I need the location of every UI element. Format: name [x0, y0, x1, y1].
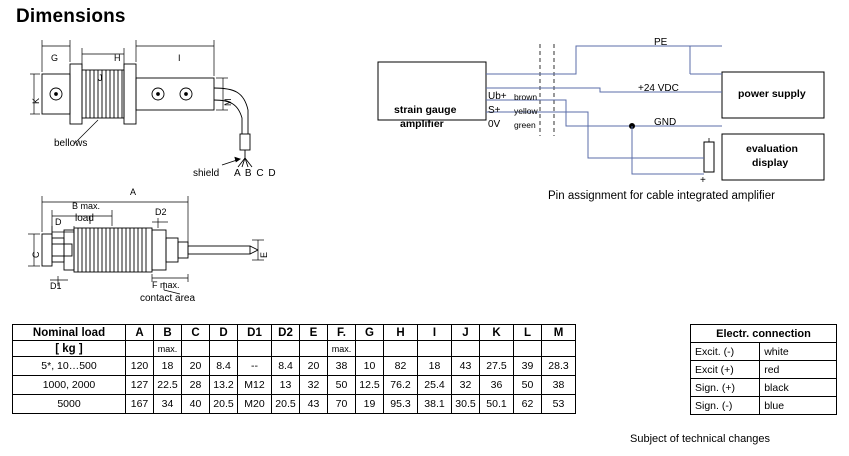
dim-label-D: D	[55, 217, 62, 227]
wire-color-brown: brown	[514, 92, 538, 102]
pin-label-ub: Ub+	[488, 91, 507, 102]
table-header-nominal-load: Nominal load	[13, 325, 126, 341]
dim-label-K: K	[31, 97, 41, 104]
table-header-E: E	[300, 325, 328, 341]
pin-label-0v: 0V	[488, 119, 501, 130]
cell-2-5: 20.5	[272, 395, 300, 414]
cell-1-2: 28	[182, 376, 210, 395]
table-header-A: A	[126, 325, 154, 341]
cell-0-1: 18	[154, 357, 182, 376]
dim-label-M: M	[223, 98, 233, 106]
table-subheader-L	[514, 341, 542, 357]
electrical-connection-table	[690, 324, 837, 415]
table-subheader-I	[418, 341, 452, 357]
wiring-diagram-caption: Pin assignment for cable integrated amplifier	[548, 190, 775, 202]
evaluation-label-line1: evaluation	[746, 143, 798, 155]
dim-label-Fmax: F max.	[152, 280, 180, 290]
cell-0-2: 20	[182, 357, 210, 376]
table-header-I: I	[418, 325, 452, 341]
conn-color-3: blue	[760, 397, 837, 415]
dim-label-A: A	[130, 187, 137, 197]
cell-2-3: 20.5	[210, 395, 238, 414]
cell-1-14: 38	[542, 376, 576, 395]
cell-1-10: 25.4	[418, 376, 452, 395]
cell-0-8: 10	[356, 357, 384, 376]
cell-1-11: 32	[452, 376, 480, 395]
conn-color-0: white	[760, 343, 837, 361]
cell-1-3: 13.2	[210, 376, 238, 395]
table-header-K: K	[480, 325, 514, 341]
cell-2-13: 62	[514, 395, 542, 414]
net-label-gnd: GND	[654, 117, 677, 128]
table-header-C: C	[182, 325, 210, 341]
dim-label-D1: D1	[50, 281, 62, 291]
cell-1-1: 22.5	[154, 376, 182, 395]
conn-color-1: red	[760, 361, 837, 379]
table-subheader-F: max.	[328, 341, 356, 357]
table-row	[13, 395, 576, 414]
net-label-plus: +	[700, 175, 706, 186]
dimension-drawing-top-view	[12, 26, 312, 186]
cell-1-5: 13	[272, 376, 300, 395]
cell-0-9: 82	[384, 357, 418, 376]
cell-0-13: 39	[514, 357, 542, 376]
table-header-G: G	[356, 325, 384, 341]
table-header-H: H	[384, 325, 418, 341]
table-header-F: F.	[328, 325, 356, 341]
table-subheader-B: max.	[154, 341, 182, 357]
cell-1-9: 76.2	[384, 376, 418, 395]
nominal-load-table	[12, 324, 576, 414]
cell-2-12: 50.1	[480, 395, 514, 414]
cell-2-10: 38.1	[418, 395, 452, 414]
dim-label-E: E	[259, 251, 269, 258]
amplifier-label-line1: strain gauge	[394, 104, 457, 116]
dim-label-pins: A B C D	[234, 168, 277, 179]
cell-2-2: 40	[182, 395, 210, 414]
net-label-pe: PE	[654, 37, 668, 48]
conn-signal-3: Sign. (-)	[691, 397, 760, 415]
cell-0-14: 28.3	[542, 357, 576, 376]
net-label-supply: +24 VDC	[638, 83, 679, 94]
cell-0-7: 38	[328, 357, 356, 376]
table-header-M: M	[542, 325, 576, 341]
table-subheader-H	[384, 341, 418, 357]
table-header-L: L	[514, 325, 542, 341]
cell-0-10: 18	[418, 357, 452, 376]
row-label-1: 1000, 2000	[13, 376, 126, 395]
cell-1-8: 12.5	[356, 376, 384, 395]
cell-1-13: 50	[514, 376, 542, 395]
page-title: Dimensions	[16, 6, 126, 27]
dim-label-J: J	[98, 73, 103, 83]
cell-0-4: --	[238, 357, 272, 376]
table-row	[691, 361, 837, 379]
wire-color-green: green	[514, 120, 536, 130]
cell-1-6: 32	[300, 376, 328, 395]
table-subheader-C	[182, 341, 210, 357]
table-row	[691, 343, 837, 361]
table-row	[13, 376, 576, 395]
conn-table-header: Electr. connection	[691, 325, 837, 343]
cell-2-14: 53	[542, 395, 576, 414]
table-row	[691, 397, 837, 415]
dim-label-contact-area: contact area	[140, 293, 196, 304]
cell-2-8: 19	[356, 395, 384, 414]
dim-label-H: H	[114, 53, 121, 63]
cell-2-7: 70	[328, 395, 356, 414]
cell-2-9: 95.3	[384, 395, 418, 414]
pin-label-sp: S+	[488, 105, 501, 116]
table-row	[13, 357, 576, 376]
table-header-D1: D1	[238, 325, 272, 341]
cell-1-12: 36	[480, 376, 514, 395]
table-subheader-E	[300, 341, 328, 357]
cell-2-4: M20	[238, 395, 272, 414]
table-subheader-D1	[238, 341, 272, 357]
conn-signal-0: Excit. (-)	[691, 343, 760, 361]
amplifier-label-line2: amplifier	[400, 118, 444, 130]
row-label-0: 5*, 10…500	[13, 357, 126, 376]
cell-2-0: 167	[126, 395, 154, 414]
table-subheader-G	[356, 341, 384, 357]
table-subheader-D2	[272, 341, 300, 357]
table-header-D2: D2	[272, 325, 300, 341]
row-label-2: 5000	[13, 395, 126, 414]
table-subheader-J	[452, 341, 480, 357]
table-header-J: J	[452, 325, 480, 341]
dim-label-G: G	[51, 53, 59, 63]
power-supply-label: power supply	[738, 88, 806, 100]
dim-label-shield: shield	[193, 168, 220, 179]
wiring-diagram	[360, 30, 840, 205]
table-header-unit: [ kg ]	[13, 341, 126, 357]
table-subheader-K	[480, 341, 514, 357]
table-subheader-A	[126, 341, 154, 357]
cell-0-3: 8.4	[210, 357, 238, 376]
cell-0-12: 27.5	[480, 357, 514, 376]
cell-0-0: 120	[126, 357, 154, 376]
dim-label-Bmax: B max.	[72, 201, 101, 211]
table-subheader-M	[542, 341, 576, 357]
footnote-text: Subject of technical changes	[630, 433, 771, 445]
table-row	[691, 379, 837, 397]
cell-0-11: 43	[452, 357, 480, 376]
cell-1-0: 127	[126, 376, 154, 395]
cell-0-6: 20	[300, 357, 328, 376]
table-header-D: D	[210, 325, 238, 341]
cell-1-4: M12	[238, 376, 272, 395]
dimension-drawing-side-view	[12, 182, 312, 312]
conn-signal-2: Sign. (+)	[691, 379, 760, 397]
table-subheader-D	[210, 341, 238, 357]
table-header-B: B	[154, 325, 182, 341]
wire-color-yellow: yellow	[514, 106, 538, 116]
dim-label-bellows: bellows	[54, 138, 88, 149]
cell-2-1: 34	[154, 395, 182, 414]
dim-label-C: C	[31, 251, 41, 258]
evaluation-label-line2: display	[752, 157, 789, 169]
dim-label-I: I	[178, 53, 181, 63]
conn-color-2: black	[760, 379, 837, 397]
dim-label-D2: D2	[155, 207, 167, 217]
cell-1-7: 50	[328, 376, 356, 395]
cell-2-11: 30.5	[452, 395, 480, 414]
conn-signal-1: Excit (+)	[691, 361, 760, 379]
cell-0-5: 8.4	[272, 357, 300, 376]
cell-2-6: 43	[300, 395, 328, 414]
dim-label-load: load	[75, 213, 94, 224]
